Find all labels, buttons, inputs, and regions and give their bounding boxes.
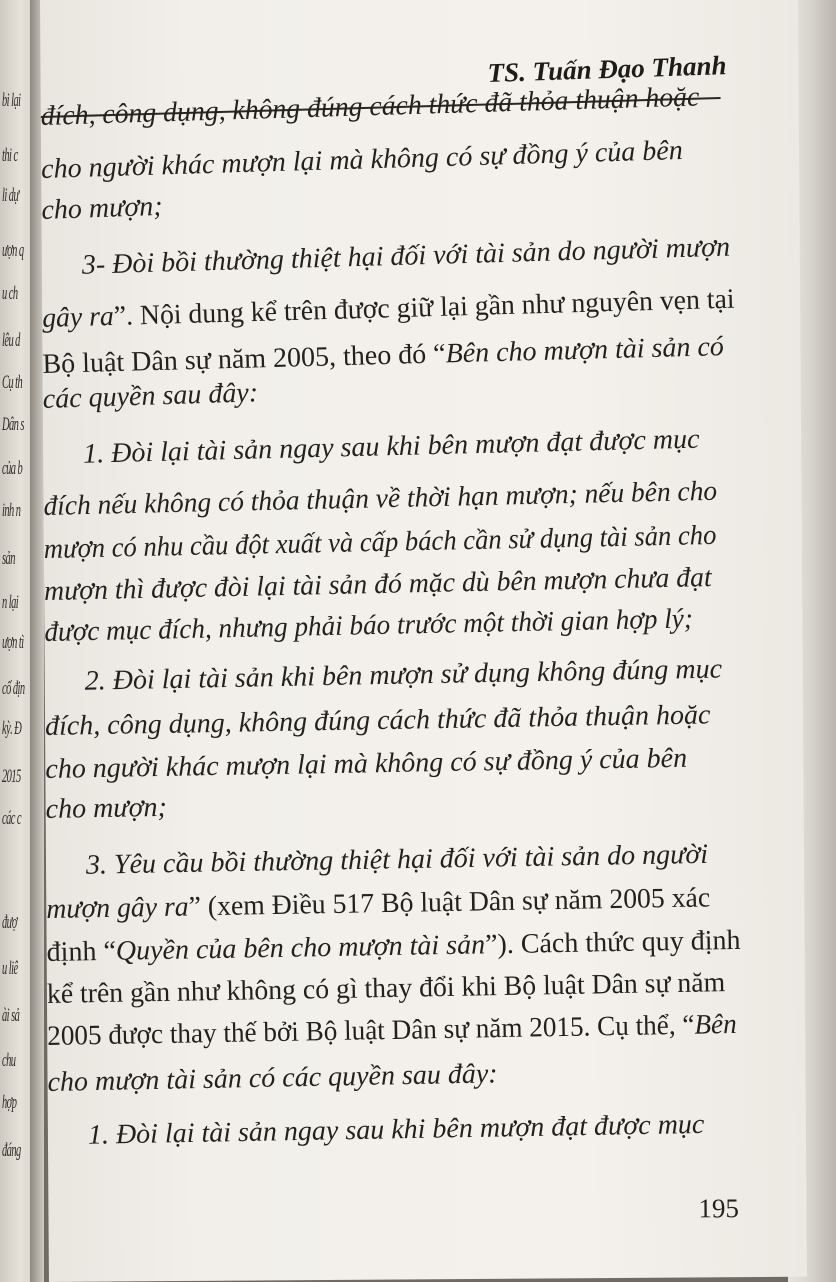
roman-run: ” (xem Điều 517 Bộ luật Dân sự năm 2005 xác	[188, 882, 711, 923]
text-line	[41, 134, 684, 187]
text-run: đích, công dụng, không đúng cách thức đã thỏa thuận hoặc	[40, 81, 700, 132]
margin-fragment: ài sả	[2, 1005, 20, 1026]
italic-run: gây ra	[41, 300, 115, 334]
margin-fragment: bi lại	[2, 90, 21, 111]
margin-fragment: u liê	[2, 958, 18, 979]
text-run: 1. Đòi lại tài sản ngay sau khi bên mượn đạt được mục	[87, 1108, 705, 1151]
text-line	[44, 561, 712, 609]
italic-run: Quyền của bên cho mượn tài sản	[115, 929, 486, 967]
text-line	[45, 698, 711, 744]
text-run: cho người khác mượn lại mà không có sự đồng ý của bên	[40, 134, 684, 185]
text-run: mượn có nhu cầu đột xuất và cấp bách cần sử dụng tài sản cho	[43, 519, 717, 565]
roman-run: ”). Cách thức quy định	[484, 924, 741, 961]
running-head: TS. Tuấn Đạo Thanh	[486, 50, 727, 88]
margin-fragment: của b	[2, 458, 23, 479]
margin-fragment: cố địn	[2, 678, 25, 699]
text-line	[81, 231, 730, 283]
text-line	[42, 376, 258, 417]
margin-fragment: thi c	[2, 145, 18, 166]
margin-fragment: lêu d	[2, 330, 20, 351]
text-run: 3. Yêu cầu bồi thường thiệt hại đối với tài sản do người	[85, 838, 709, 881]
margin-fragment: chu	[2, 1050, 16, 1071]
text-line	[41, 190, 163, 228]
text-line	[43, 475, 717, 524]
text-line	[42, 330, 724, 382]
italic-run: Bên	[694, 1008, 737, 1041]
text-line	[43, 519, 716, 567]
text-line	[45, 791, 167, 827]
text-run: cho mượn;	[40, 190, 164, 226]
roman-run: 2005 được thay thế bởi Bộ luật Dân sự năm 2015. Cụ thể, “	[46, 1009, 695, 1052]
margin-fragment: ượn tì	[2, 632, 24, 653]
roman-run: Bộ luật Dân sự năm 2005, theo đó “	[42, 338, 447, 380]
margin-fragment: kỳ. Đ	[2, 718, 22, 739]
text-run: các quyền sau đây:	[42, 377, 259, 415]
margin-fragment: sản	[2, 548, 15, 569]
text-line	[88, 1108, 705, 1153]
text-line	[46, 924, 740, 970]
margin-fragment: đượ	[2, 912, 17, 933]
text-run: kể trên gần như không có gì thay đổi khi Bộ luật Dân sự năm	[46, 967, 726, 1010]
text-run: cho người khác mượn lại mà không có sự đồng ý của bên	[45, 742, 688, 785]
text-line	[83, 423, 700, 472]
text-run: 1. Đòi lại tài sản ngay sau khi bên mượn đạt được mục	[82, 423, 700, 470]
margin-fragment: Cụ th	[2, 372, 23, 393]
margin-fragment: hợp	[2, 1092, 17, 1113]
margin-fragment: các c	[2, 808, 22, 829]
roman-run: định “	[46, 935, 117, 968]
text-line	[47, 1008, 737, 1054]
text-line	[44, 602, 693, 650]
margin-fragment: đáng	[2, 1140, 21, 1161]
margin-fragment: li dự	[2, 185, 19, 206]
text-line	[47, 966, 726, 1012]
text-run: 3- Đòi bồi thường thiệt hại đối với tài sản do người mượn	[81, 231, 731, 281]
italic-run: Bên cho mượn tài sản có	[445, 331, 725, 370]
text-run: cho mượn;	[45, 791, 168, 825]
text-line	[84, 652, 722, 698]
margin-fragment: ượn q	[2, 240, 24, 261]
margin-fragment: inh n	[2, 500, 21, 521]
margin-fragment: Dân s	[2, 414, 24, 435]
text-run: đích nếu không có thỏa thuận về thời hạn mượn; nếu bên cho	[43, 475, 718, 522]
book-page	[40, 0, 807, 1282]
margin-fragment: u ch	[2, 283, 18, 304]
text-run: 2. Đòi lại tài sản khi bên mượn sử dụng không đúng mục	[84, 653, 723, 697]
italic-run: mượn gây ra	[46, 891, 189, 925]
text-line	[47, 1057, 498, 1100]
text-run: được mục đích, nhưng phải báo trước một thời gian hợp lý;	[44, 603, 694, 648]
page-number: 195	[698, 1193, 740, 1224]
text-run: cho mượn tài sản có các quyền sau đây:	[47, 1058, 498, 1098]
text-line	[86, 838, 709, 883]
text-run: đích, công dụng, không đúng cách thức đã thỏa thuận hoặc	[44, 699, 711, 742]
text-line	[46, 881, 710, 927]
previous-page-edge	[0, 0, 34, 1282]
margin-fragment: 2015	[2, 766, 21, 787]
text-run: mượn thì được đòi lại tài sản đó mặc dù bên mượn chưa đạt	[43, 562, 712, 607]
roman-run: ”. Nội dung kể trên được giữ lại gần như nguyên vẹn tại	[113, 283, 735, 332]
text-line	[45, 742, 687, 787]
margin-fragment: n lại	[2, 592, 19, 613]
text-line	[42, 283, 735, 336]
